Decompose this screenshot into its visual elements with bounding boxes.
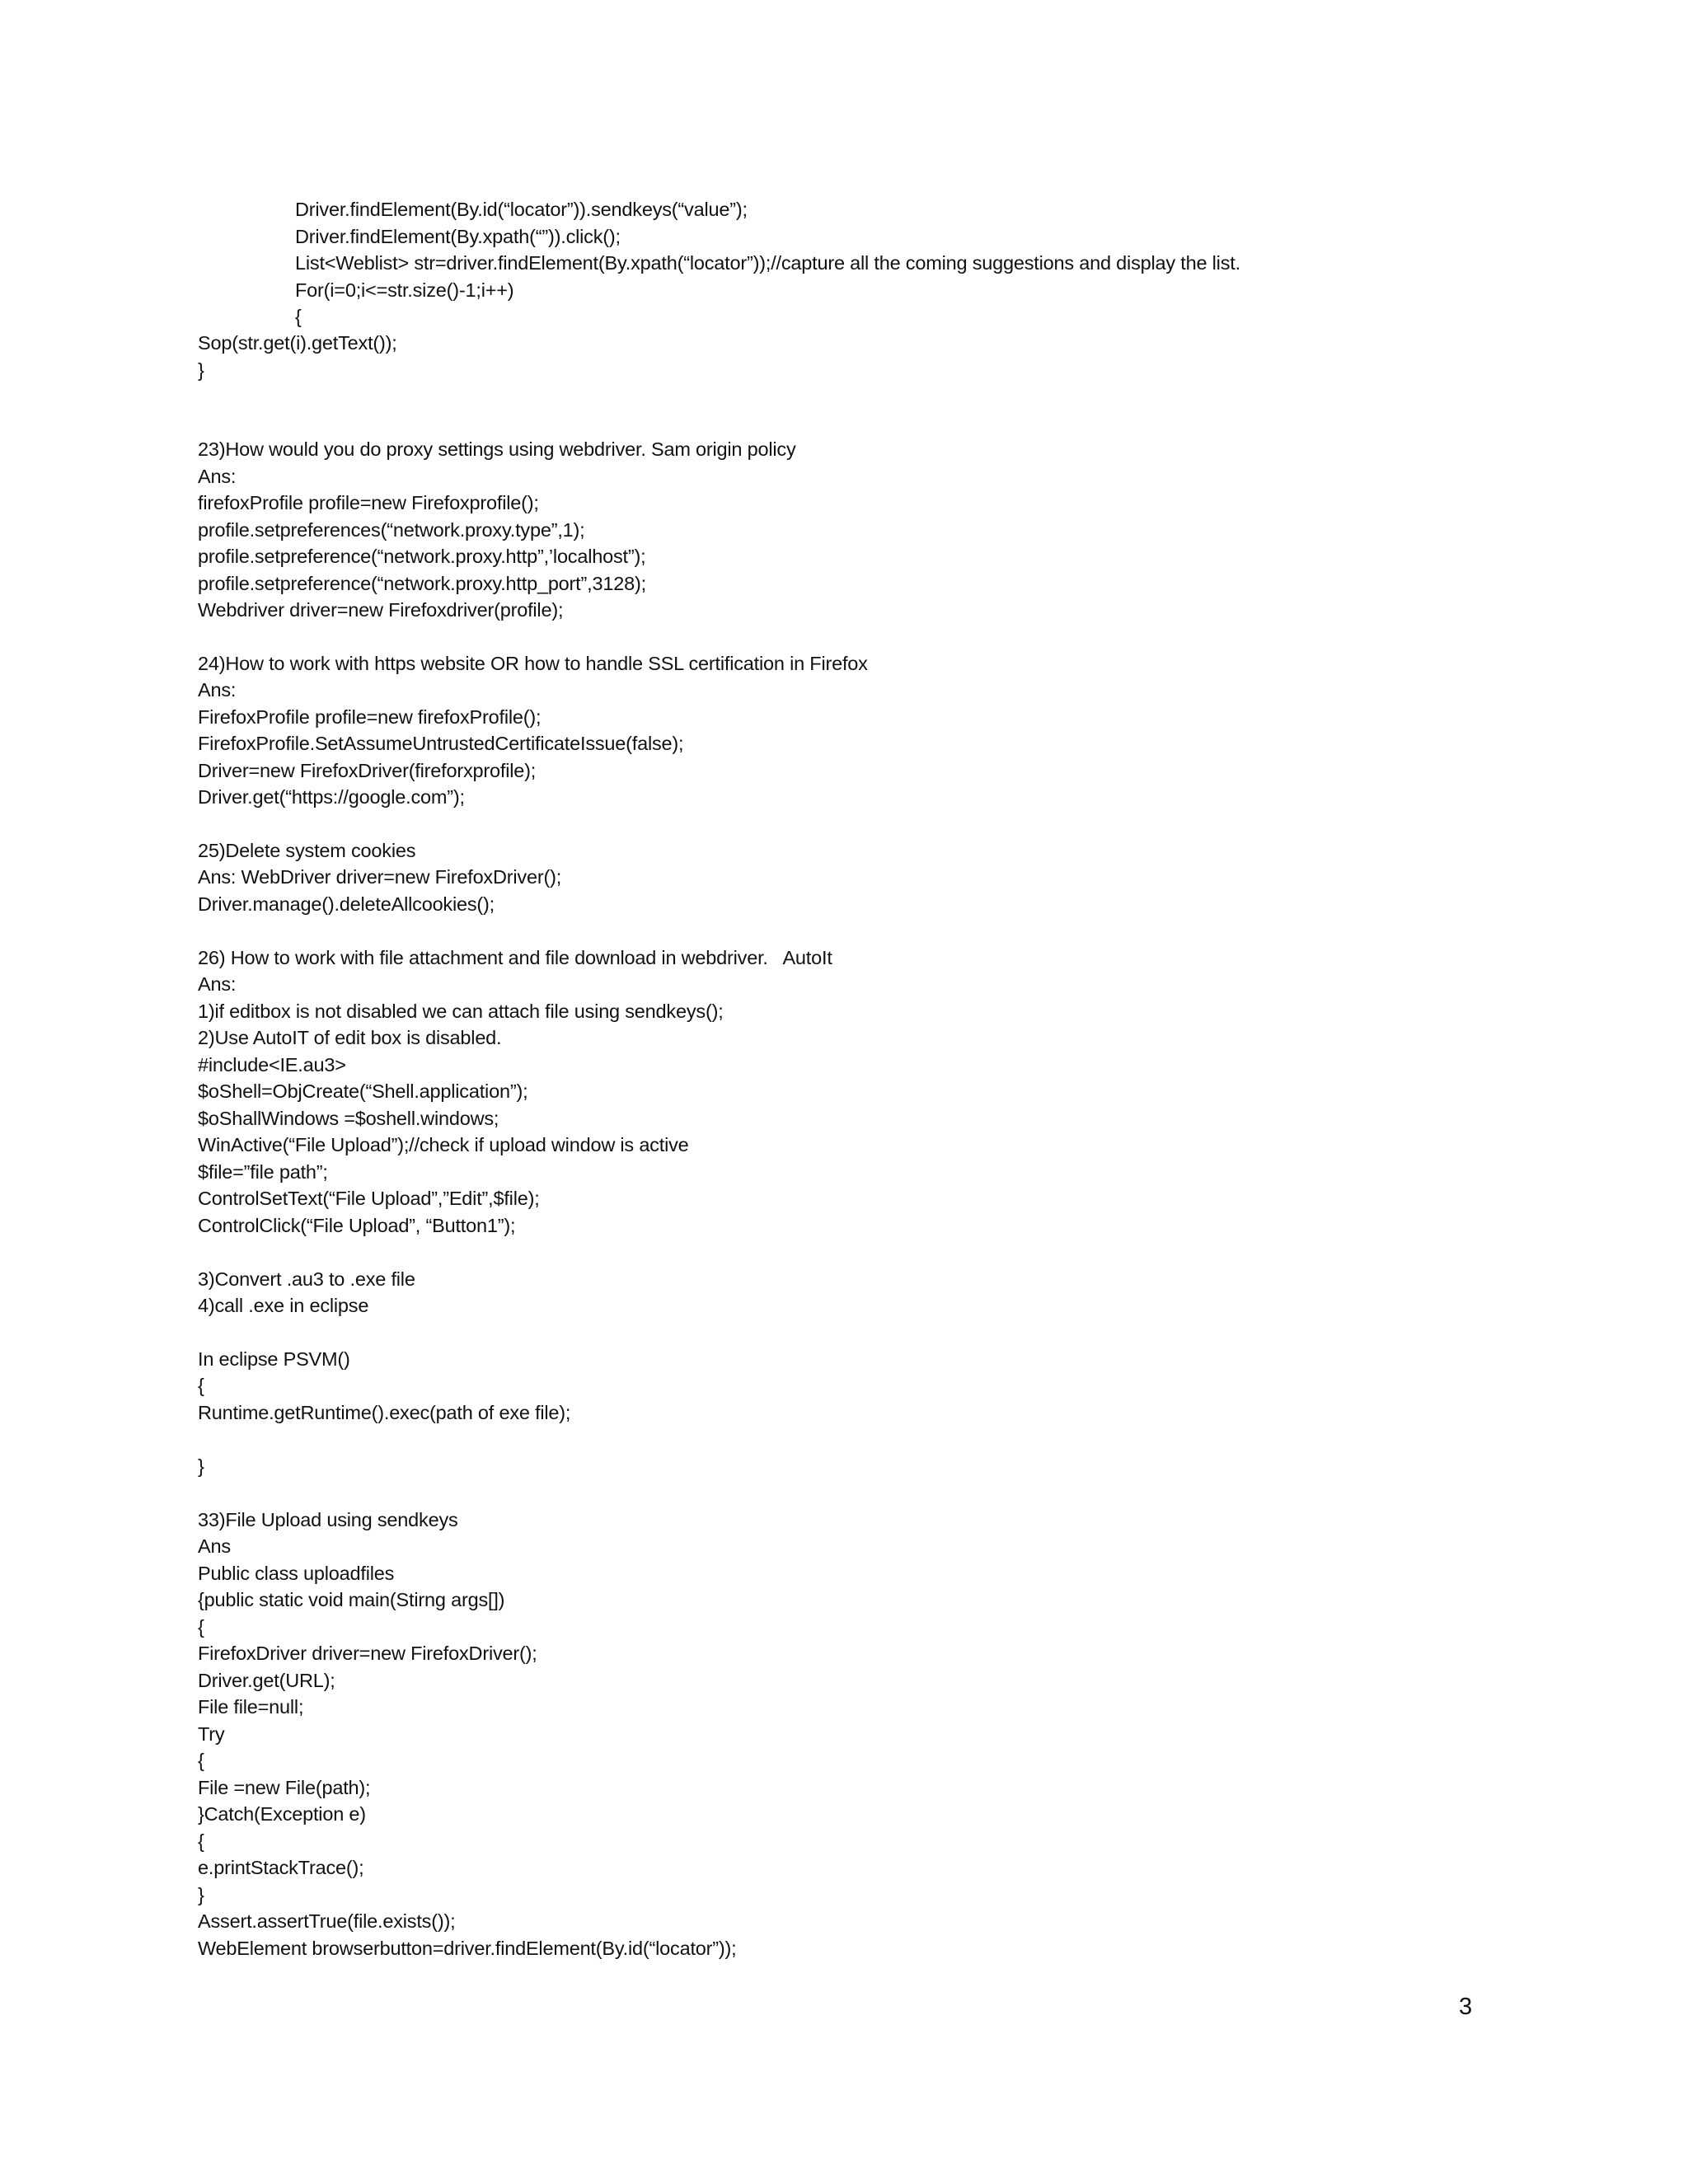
text-line: ControlSetText(“File Upload”,”Edit”,$file); [198, 1188, 540, 1209]
text-line: { [295, 306, 302, 327]
text-line: profile.setpreference(“network.proxy.http”,’localhost”); [198, 546, 646, 567]
text-line: FirefoxDriver driver=new FirefoxDriver(); [198, 1643, 537, 1664]
text-line: Public class uploadfiles [198, 1563, 395, 1584]
question-heading: 33)File Upload using sendkeys [198, 1509, 458, 1530]
text-line: Driver=new FirefoxDriver(fireforxprofile); [198, 760, 537, 781]
text-line: { [198, 1830, 204, 1852]
text-line: Ans [198, 1535, 231, 1557]
text-line: In eclipse PSVM() [198, 1348, 350, 1370]
text-line: Sop(str.get(i).getText()); [198, 332, 397, 354]
text-line: $file=”file path”; [198, 1161, 328, 1183]
text-line: $oShell=ObjCreate(“Shell.application”); [198, 1080, 528, 1102]
text-line: ControlClick(“File Upload”, “Button1”); [198, 1215, 516, 1236]
text-line: } [198, 1455, 204, 1477]
question-heading: 25)Delete system cookies [198, 840, 416, 861]
text-line: profile.setpreferences(“network.proxy.type”,1); [198, 519, 585, 541]
text-line: FirefoxProfile.SetAssumeUntrustedCertificateIssue(false); [198, 733, 684, 754]
text-line: { [198, 1616, 204, 1638]
text-line: Driver.manage().deleteAllcookies(); [198, 893, 495, 915]
text-line: Assert.assertTrue(file.exists()); [198, 1910, 456, 1932]
text-line: Webdriver driver=new Firefoxdriver(profile); [198, 599, 564, 621]
text-line: #include<IE.au3> [198, 1054, 346, 1076]
text-line: } [198, 1884, 204, 1905]
text-line: For(i=0;i<=str.size()-1;i++) [295, 279, 514, 301]
text-line: firefoxProfile profile=new Firefoxprofile(); [198, 492, 539, 513]
text-line: Ans: [198, 679, 237, 701]
text-line: Driver.findElement(By.xpath(“”)).click(); [295, 226, 621, 247]
text-line: Driver.get(URL); [198, 1670, 335, 1691]
question-heading: 26) How to work with file attachment and file download in webdriver. AutoIt [198, 947, 832, 968]
text-line: Try [198, 1723, 225, 1745]
text-line: 2)Use AutoIT of edit box is disabled. [198, 1027, 502, 1048]
text-line: $oShallWindows =$oshell.windows; [198, 1108, 499, 1129]
text-line: Ans: [198, 466, 237, 487]
text-line: 4)call .exe in eclipse [198, 1295, 369, 1316]
text-line: File =new File(path); [198, 1777, 371, 1798]
text-line: profile.setpreference(“network.proxy.http_port”,3128); [198, 573, 646, 594]
text-line: } [198, 359, 204, 381]
text-line: e.printStackTrace(); [198, 1857, 364, 1878]
text-line: }Catch(Exception e) [198, 1803, 366, 1825]
question-heading: 23)How would you do proxy settings using webdriver. Sam origin policy [198, 438, 796, 460]
text-line: Runtime.getRuntime().exec(path of exe file); [198, 1402, 571, 1423]
text-line: { [198, 1750, 204, 1771]
text-line: List<Weblist> str=driver.findElement(By.xpath(“locator”));//capture all the coming suggestions and display the list. [295, 252, 1240, 274]
text-line: Driver.findElement(By.id(“locator”)).sendkeys(“value”); [295, 199, 748, 220]
question-heading: 24)How to work with https website OR how to handle SSL certification in Firefox [198, 653, 868, 674]
text-line: Ans: [198, 973, 237, 995]
text-line: FirefoxProfile profile=new firefoxProfile(); [198, 706, 542, 728]
page-number: 3 [1459, 1994, 1473, 2020]
text-line: File file=null; [198, 1696, 304, 1718]
text-line: 1)if editbox is not disabled we can attach file using sendkeys(); [198, 1001, 724, 1022]
text-line: Ans: WebDriver driver=new FirefoxDriver(); [198, 866, 562, 888]
text-line: WinActive(“File Upload”);//check if upload window is active [198, 1134, 689, 1155]
text-line: 3)Convert .au3 to .exe file [198, 1268, 415, 1290]
text-line: {public static void main(Stirng args[]) [198, 1589, 505, 1610]
text-line: WebElement browserbutton=driver.findElement(By.id(“locator”)); [198, 1938, 737, 1959]
text-line: Driver.get(“https://google.com”); [198, 786, 465, 808]
text-line: { [198, 1375, 204, 1396]
